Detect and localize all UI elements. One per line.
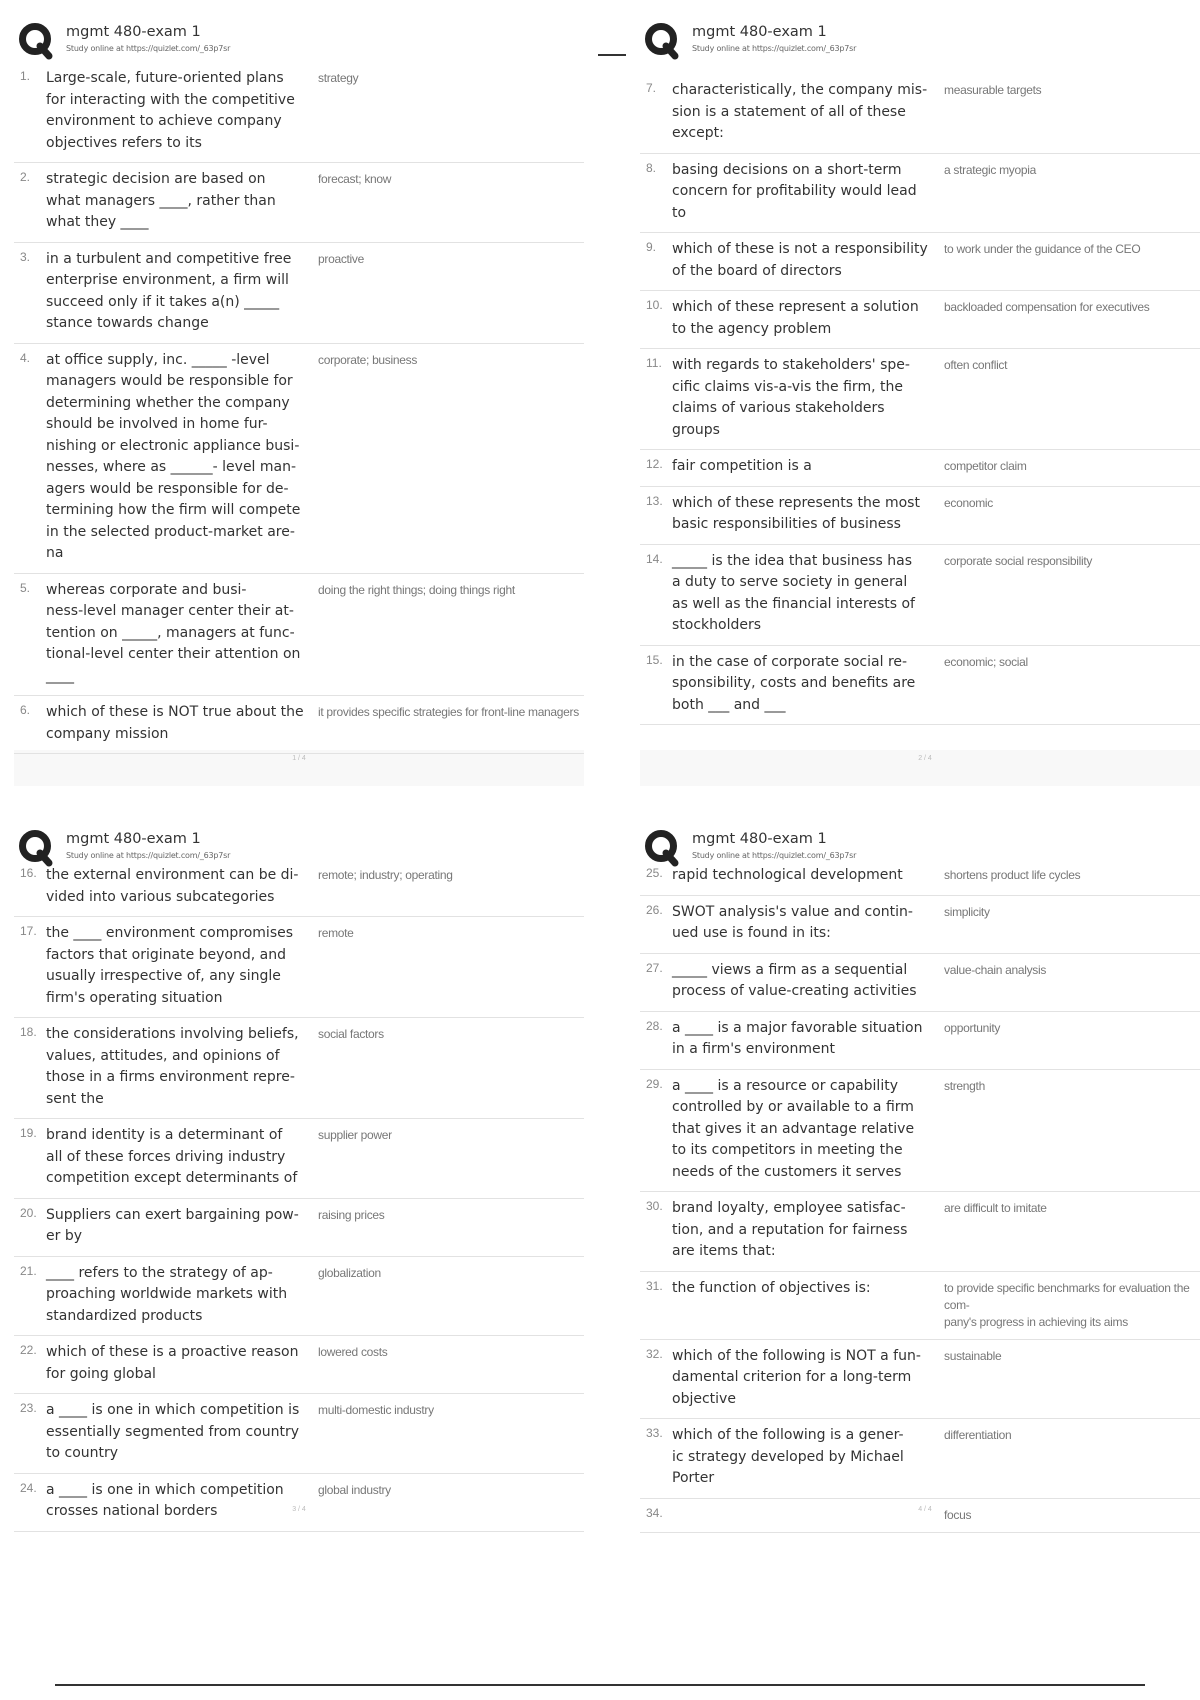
question-term: rapid technological development [672, 867, 903, 883]
question-number: 34. [646, 1505, 663, 1520]
answer-definition: corporate; business [318, 352, 418, 367]
answer-definition: competitor claim [944, 459, 1027, 473]
answer-definition: opportunity [944, 1020, 1001, 1035]
question-term: which of these is a proactive reason for going global [46, 1344, 299, 1382]
page-number: 1 / 4 [292, 755, 306, 762]
answer-definition: simplicity [944, 904, 990, 919]
flashcard-row [14, 1119, 584, 1199]
question-number: 1. [20, 69, 31, 83]
question-number: 5. [20, 580, 31, 595]
question-number: 17. [20, 924, 37, 938]
question-number: 15. [646, 652, 663, 667]
answer-definition: strategy [318, 71, 359, 85]
question-number: 4. [20, 350, 31, 365]
answer-definition: often conflict [944, 358, 1008, 372]
question-number: 23. [20, 1401, 37, 1415]
flashcard-row [640, 1419, 1200, 1499]
question-term: strategic decision are based on what managers ____, rather than what they ____ [46, 171, 276, 230]
answer-definition: globalization [318, 1265, 381, 1280]
question-number: 25. [646, 866, 663, 880]
flashcard-row [640, 859, 1200, 896]
flashcard-row [640, 487, 1200, 545]
flashcard-row [14, 1018, 584, 1119]
flashcard-row [640, 1070, 1200, 1193]
answer-definition: backloaded compensation for executives [944, 300, 1150, 314]
question-number: 22. [20, 1343, 37, 1357]
question-number: 11. [646, 356, 662, 370]
flashcard-row [14, 243, 584, 344]
question-term: ____ refers to the strategy of ap- proaching worldwide markets with standardized products [46, 1264, 288, 1324]
question-number: 26. [646, 902, 663, 917]
page-title: mgmt 480-exam 1 [692, 831, 827, 847]
question-term: the ____ environment compromises factors that originate beyond, and usually irrespective of, any single firm's operating situation [46, 925, 294, 1006]
flashcard-row [14, 917, 584, 1018]
question-term: a ____ is a resource or capability controlled by or available to a firm that gives it an advantage relative to its competitors in meeting the needs of the customers it serves [672, 1077, 915, 1180]
question-number: 21. [20, 1263, 37, 1278]
question-number: 32. [646, 1346, 663, 1361]
bottom-rule [55, 1684, 1145, 1686]
answer-definition: strength [944, 1078, 985, 1093]
flashcard-row [14, 1199, 584, 1257]
question-number: 14. [646, 551, 663, 566]
flashcard-row [14, 574, 584, 697]
flashcard-row [640, 646, 1200, 726]
answer-definition: economic [944, 495, 993, 510]
answer-definition: doing the right things; doing things right [318, 582, 515, 597]
flashcard-row [14, 163, 584, 243]
question-term: brand loyalty, employee satisfac- tion, and a reputation for fairness are items that: [672, 1200, 908, 1259]
question-term: which of these represent a solution to the agency problem [672, 299, 919, 337]
question-term: Suppliers can exert bargaining pow- er by [46, 1206, 299, 1244]
page-title: mgmt 480-exam 1 [66, 831, 201, 847]
question-number: 3. [20, 249, 31, 264]
answer-definition: corporate social responsibility [944, 553, 1093, 568]
study-online-link[interactable]: Study online at https://quizlet.com/_63p7sr [692, 44, 857, 53]
question-number: 12. [646, 457, 663, 471]
question-list [640, 62, 1200, 725]
answer-definition: it provides specific strategies for front-line managers [318, 705, 579, 719]
question-term: brand identity is a determinant of all of these forces driving industry competition except determinants of [46, 1127, 298, 1186]
question-term: which of these is not a responsibility of the board of directors [672, 241, 928, 279]
study-online-link[interactable]: Study online at https://quizlet.com/_63p7sr [66, 44, 231, 53]
question-number: 20. [20, 1205, 37, 1220]
question-term: fair competition is a [672, 458, 812, 474]
answer-definition: social factors [318, 1027, 384, 1041]
flashcard-row [14, 344, 584, 574]
answer-definition: remote [318, 926, 354, 940]
question-number: 19. [20, 1126, 37, 1140]
answer-definition: multi-domestic industry [318, 1403, 434, 1417]
question-number: 2. [20, 170, 31, 184]
question-term: the considerations involving beliefs, values, attitudes, and opinions of those in a firms environment repre- sent the [46, 1026, 299, 1107]
page-panel-2 [640, 16, 1200, 786]
flashcard-row [640, 349, 1200, 450]
answer-definition: remote; industry; operating [318, 868, 453, 882]
question-term: in the case of corporate social re- sponsibility, costs and benefits are both ___ and ___ [672, 653, 916, 713]
question-number: 33. [646, 1426, 663, 1440]
separator-dash [598, 54, 626, 56]
flashcard-row [640, 1192, 1200, 1272]
question-number: 24. [20, 1480, 37, 1495]
flashcard-row [640, 896, 1200, 954]
question-term: the external environment can be di- vided into various subcategories [46, 867, 299, 905]
flashcard-row [640, 1012, 1200, 1070]
question-term: a ____ is a major favorable situation in a firm's environment [672, 1019, 923, 1057]
question-term: Large-scale, future-oriented plans for interacting with the competitive environment to achieve company objectives refers to its [46, 70, 295, 151]
answer-definition: differentiation [944, 1428, 1012, 1442]
question-term: characteristically, the company mis- sion is a statement of all of these except: [672, 82, 928, 141]
question-term: which of the following is NOT a fun- damental criterion for a long-term objective [672, 1347, 921, 1407]
page-header [14, 16, 584, 62]
answer-definition: proactive [318, 251, 364, 266]
question-list [640, 859, 1200, 1533]
answer-definition: supplier power [318, 1128, 392, 1142]
page-number: 2 / 4 [918, 755, 932, 762]
flashcard-row [640, 154, 1200, 234]
flashcard-row [14, 1474, 584, 1532]
flashcard-row [14, 859, 584, 917]
page-header [640, 16, 1200, 62]
question-number: 30. [646, 1199, 663, 1213]
answer-definition: global industry [318, 1482, 391, 1497]
flashcard-row [640, 1272, 1200, 1340]
question-term: a ____ is one in which competition is essentially segmented from country to country [46, 1402, 300, 1461]
flashcard-row [640, 1340, 1200, 1420]
answer-definition: sustainable [944, 1348, 1002, 1363]
answer-definition: shortens product life cycles [944, 868, 1081, 882]
question-term: basing decisions on a short-term concern for profitability would lead to [672, 161, 917, 221]
page-panel-3 [14, 823, 584, 1613]
question-number: 16. [20, 866, 37, 880]
answer-definition: to work under the guidance of the CEO [944, 242, 1141, 256]
flashcard-row [640, 291, 1200, 349]
question-number: 29. [646, 1076, 663, 1091]
question-number: 10. [646, 298, 663, 312]
question-number: 8. [646, 160, 657, 175]
page-number: 4 / 4 [918, 1506, 932, 1513]
quizlet-logo-icon [18, 22, 54, 60]
question-term: with regards to stakeholders' spe- cific claims vis-a-vis the firm, the claims of various stakeholders groups [672, 357, 910, 438]
quizlet-logo-icon [644, 22, 680, 60]
page-title: mgmt 480-exam 1 [66, 24, 201, 40]
question-number: 9. [646, 240, 657, 254]
question-term: at office supply, inc. _____ -level managers would be responsible for determining whether the company should be involved in home fur- nishing or electronic appliance busi- nesses, where as ______- level man- agers would be responsible for de- termining how the firm will compete in the selected product-market are- na [46, 351, 301, 561]
answer-definition: lowered costs [318, 1345, 388, 1359]
page-title: mgmt 480-exam 1 [692, 24, 827, 40]
flashcard-row [14, 1257, 584, 1337]
question-number: 18. [20, 1025, 37, 1039]
flashcard-row [640, 545, 1200, 646]
question-term: a ____ is one in which competition crosses national borders [46, 1481, 284, 1519]
question-number: 13. [646, 493, 663, 508]
question-term: in a turbulent and competitive free enterprise environment, a firm will succeed only if it takes a(n) _____ stance towards change [46, 250, 292, 331]
page-header [640, 823, 1200, 859]
question-list [14, 859, 584, 1532]
flashcard-row [14, 1336, 584, 1394]
page-panel-4 [640, 823, 1200, 1613]
question-number: 7. [646, 81, 657, 95]
question-number: 6. [20, 703, 31, 717]
question-term: _____ views a firm as a sequential process of value-creating activities [672, 961, 917, 999]
answer-definition: are difficult to imitate [944, 1201, 1047, 1215]
answer-definition: focus [944, 1507, 972, 1522]
question-term: which of the following is a gener- ic strategy developed by Michael Porter [672, 1427, 904, 1486]
page-panel-1 [14, 16, 584, 786]
flashcard-row [640, 450, 1200, 487]
flashcard-row [640, 233, 1200, 291]
flashcard-row [640, 954, 1200, 1012]
question-number: 31. [646, 1278, 663, 1293]
question-term: which of these represents the most basic responsibilities of business [672, 494, 920, 532]
flashcard-row [640, 74, 1200, 154]
flashcard-row [14, 62, 584, 163]
flashcard-row [14, 1394, 584, 1474]
answer-definition: value-chain analysis [944, 962, 1047, 977]
question-number: 28. [646, 1018, 663, 1033]
answer-definition: raising prices [318, 1207, 385, 1222]
question-term: which of these is NOT true about the company mission [46, 704, 304, 742]
answer-definition: measurable targets [944, 83, 1042, 97]
study-online-link[interactable]: Study online at https://quizlet.com/_63p7sr [66, 851, 231, 860]
flashcard-row [14, 696, 584, 754]
flashcard-row [640, 1499, 1200, 1533]
answer-definition: economic; social [944, 654, 1028, 669]
question-term: SWOT analysis's value and contin- ued use is found in its: [672, 903, 913, 941]
question-list [14, 62, 584, 754]
answer-definition: to provide specific benchmarks for evaluation the com- pany's progress in achieving its aims [944, 1280, 1190, 1329]
answer-definition: a strategic myopia [944, 162, 1036, 177]
question-term: whereas corporate and busi- ness-level manager center their at- tention on _____, managers at func- tional-level center their attention on ____ [46, 581, 301, 684]
question-number: 27. [646, 960, 663, 975]
question-term: _____ is the idea that business has a duty to serve society in general as well as the financial interests of stockholders [672, 552, 915, 633]
question-term: the function of objectives is: [672, 1279, 871, 1296]
page-number: 3 / 4 [292, 1506, 306, 1513]
answer-definition: forecast; know [318, 172, 392, 186]
study-online-link[interactable]: Study online at https://quizlet.com/_63p7sr [692, 851, 857, 860]
page-header [14, 823, 584, 859]
